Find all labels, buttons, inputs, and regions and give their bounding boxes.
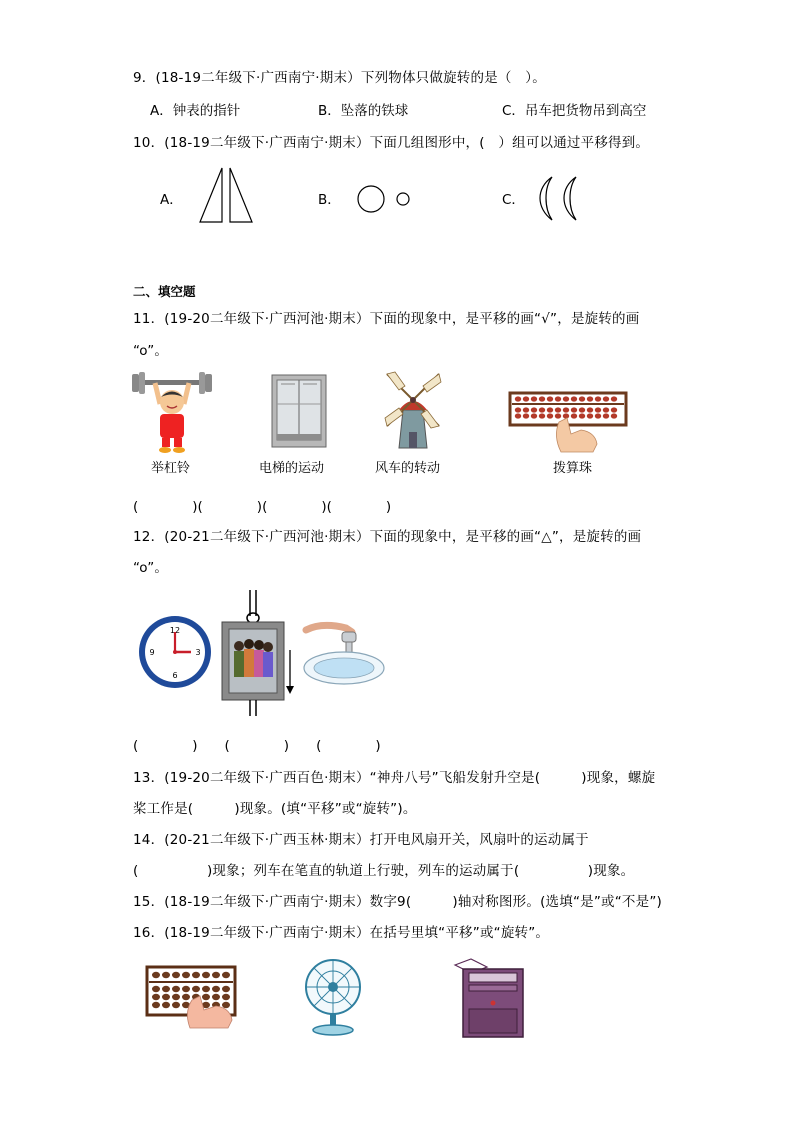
caption-windmill: 风车的转动 — [375, 461, 441, 476]
question-13-line2: 桨工作是( )现象。(填“平移”或“旋转”)。 — [133, 801, 417, 817]
windmill-image — [381, 368, 445, 450]
q11-answer-blanks[interactable]: ( )( )( )( ) — [133, 499, 392, 515]
question-16-text: 16．(18-19二年级下·广西南宁·期末）在括号里填“平移”或“旋转”。 — [133, 925, 550, 941]
circles-figure — [352, 183, 414, 217]
section-title: 二、填空题 — [133, 284, 196, 299]
triangles-figure — [198, 166, 258, 228]
question-12-line1: 12．(20-21二年级下·广西河池·期末）下面的现象中，是平移的画“△”，是旋转的画 — [133, 529, 642, 545]
q10-label-c: C． — [502, 192, 525, 208]
question-9-text: 9．(18-19二年级下·广西南宁·期末）下列物体只做旋转的是（ ）。 — [133, 70, 546, 86]
q10-label-b: B． — [318, 192, 341, 208]
elevator-people-image — [218, 590, 298, 716]
crescents-figure — [532, 174, 582, 224]
question-12-line2: “o”。 — [133, 560, 169, 576]
caption-weightlifting: 举杠铃 — [151, 461, 191, 476]
clock-number-6: 6 — [172, 671, 178, 680]
computer-case-image — [449, 955, 529, 1039]
electric-fan-image — [302, 958, 364, 1038]
faucet-sink-image — [302, 622, 386, 688]
question-11-line1: 11．(19-20二年级下·广西河池·期末）下面的现象中，是平移的画“√”，是旋转的画 — [133, 311, 640, 327]
abacus-hand-image — [146, 966, 238, 1028]
caption-abacus: 拨算珠 — [553, 461, 593, 476]
clock-number-3: 3 — [195, 648, 201, 657]
abacus-image — [509, 392, 629, 452]
q9-option-c: C．吊车把货物吊到高空 — [502, 103, 647, 119]
question-10-text: 10．(18-19二年级下·广西南宁·期末）下面几组图形中，( ）组可以通过平移得到。 — [133, 135, 650, 151]
q12-answer-blanks[interactable]: ( ) ( ) ( ) — [133, 738, 381, 754]
clock-number-12: 12 — [169, 626, 181, 635]
clock-image — [137, 614, 213, 690]
question-15-text: 15．(18-19二年级下·广西南宁·期末）数字9( )轴对称图形。(选填“是”或“不是”) — [133, 894, 662, 910]
q9-option-b: B．坠落的铁球 — [318, 103, 409, 119]
q10-label-a: A． — [160, 192, 183, 208]
caption-elevator: 电梯的运动 — [259, 461, 325, 476]
clock-number-9: 9 — [149, 648, 155, 657]
question-11-line2: “o”。 — [133, 343, 169, 359]
weightlifter-image — [130, 372, 214, 454]
question-14-line2: ( )现象；列车在笔直的轨道上行驶，列车的运动属于( )现象。 — [133, 863, 635, 879]
question-13-line1: 13．(19-20二年级下·广西百色·期末）“神舟八号”飞船发射升空是( )现象，螺旋 — [133, 770, 656, 786]
question-14-line1: 14．(20-21二年级下·广西玉林·期末）打开电风扇开关，风扇叶的运动属于 — [133, 832, 589, 848]
q9-option-a: A．钟表的指针 — [150, 103, 241, 119]
elevator-image — [271, 374, 327, 448]
